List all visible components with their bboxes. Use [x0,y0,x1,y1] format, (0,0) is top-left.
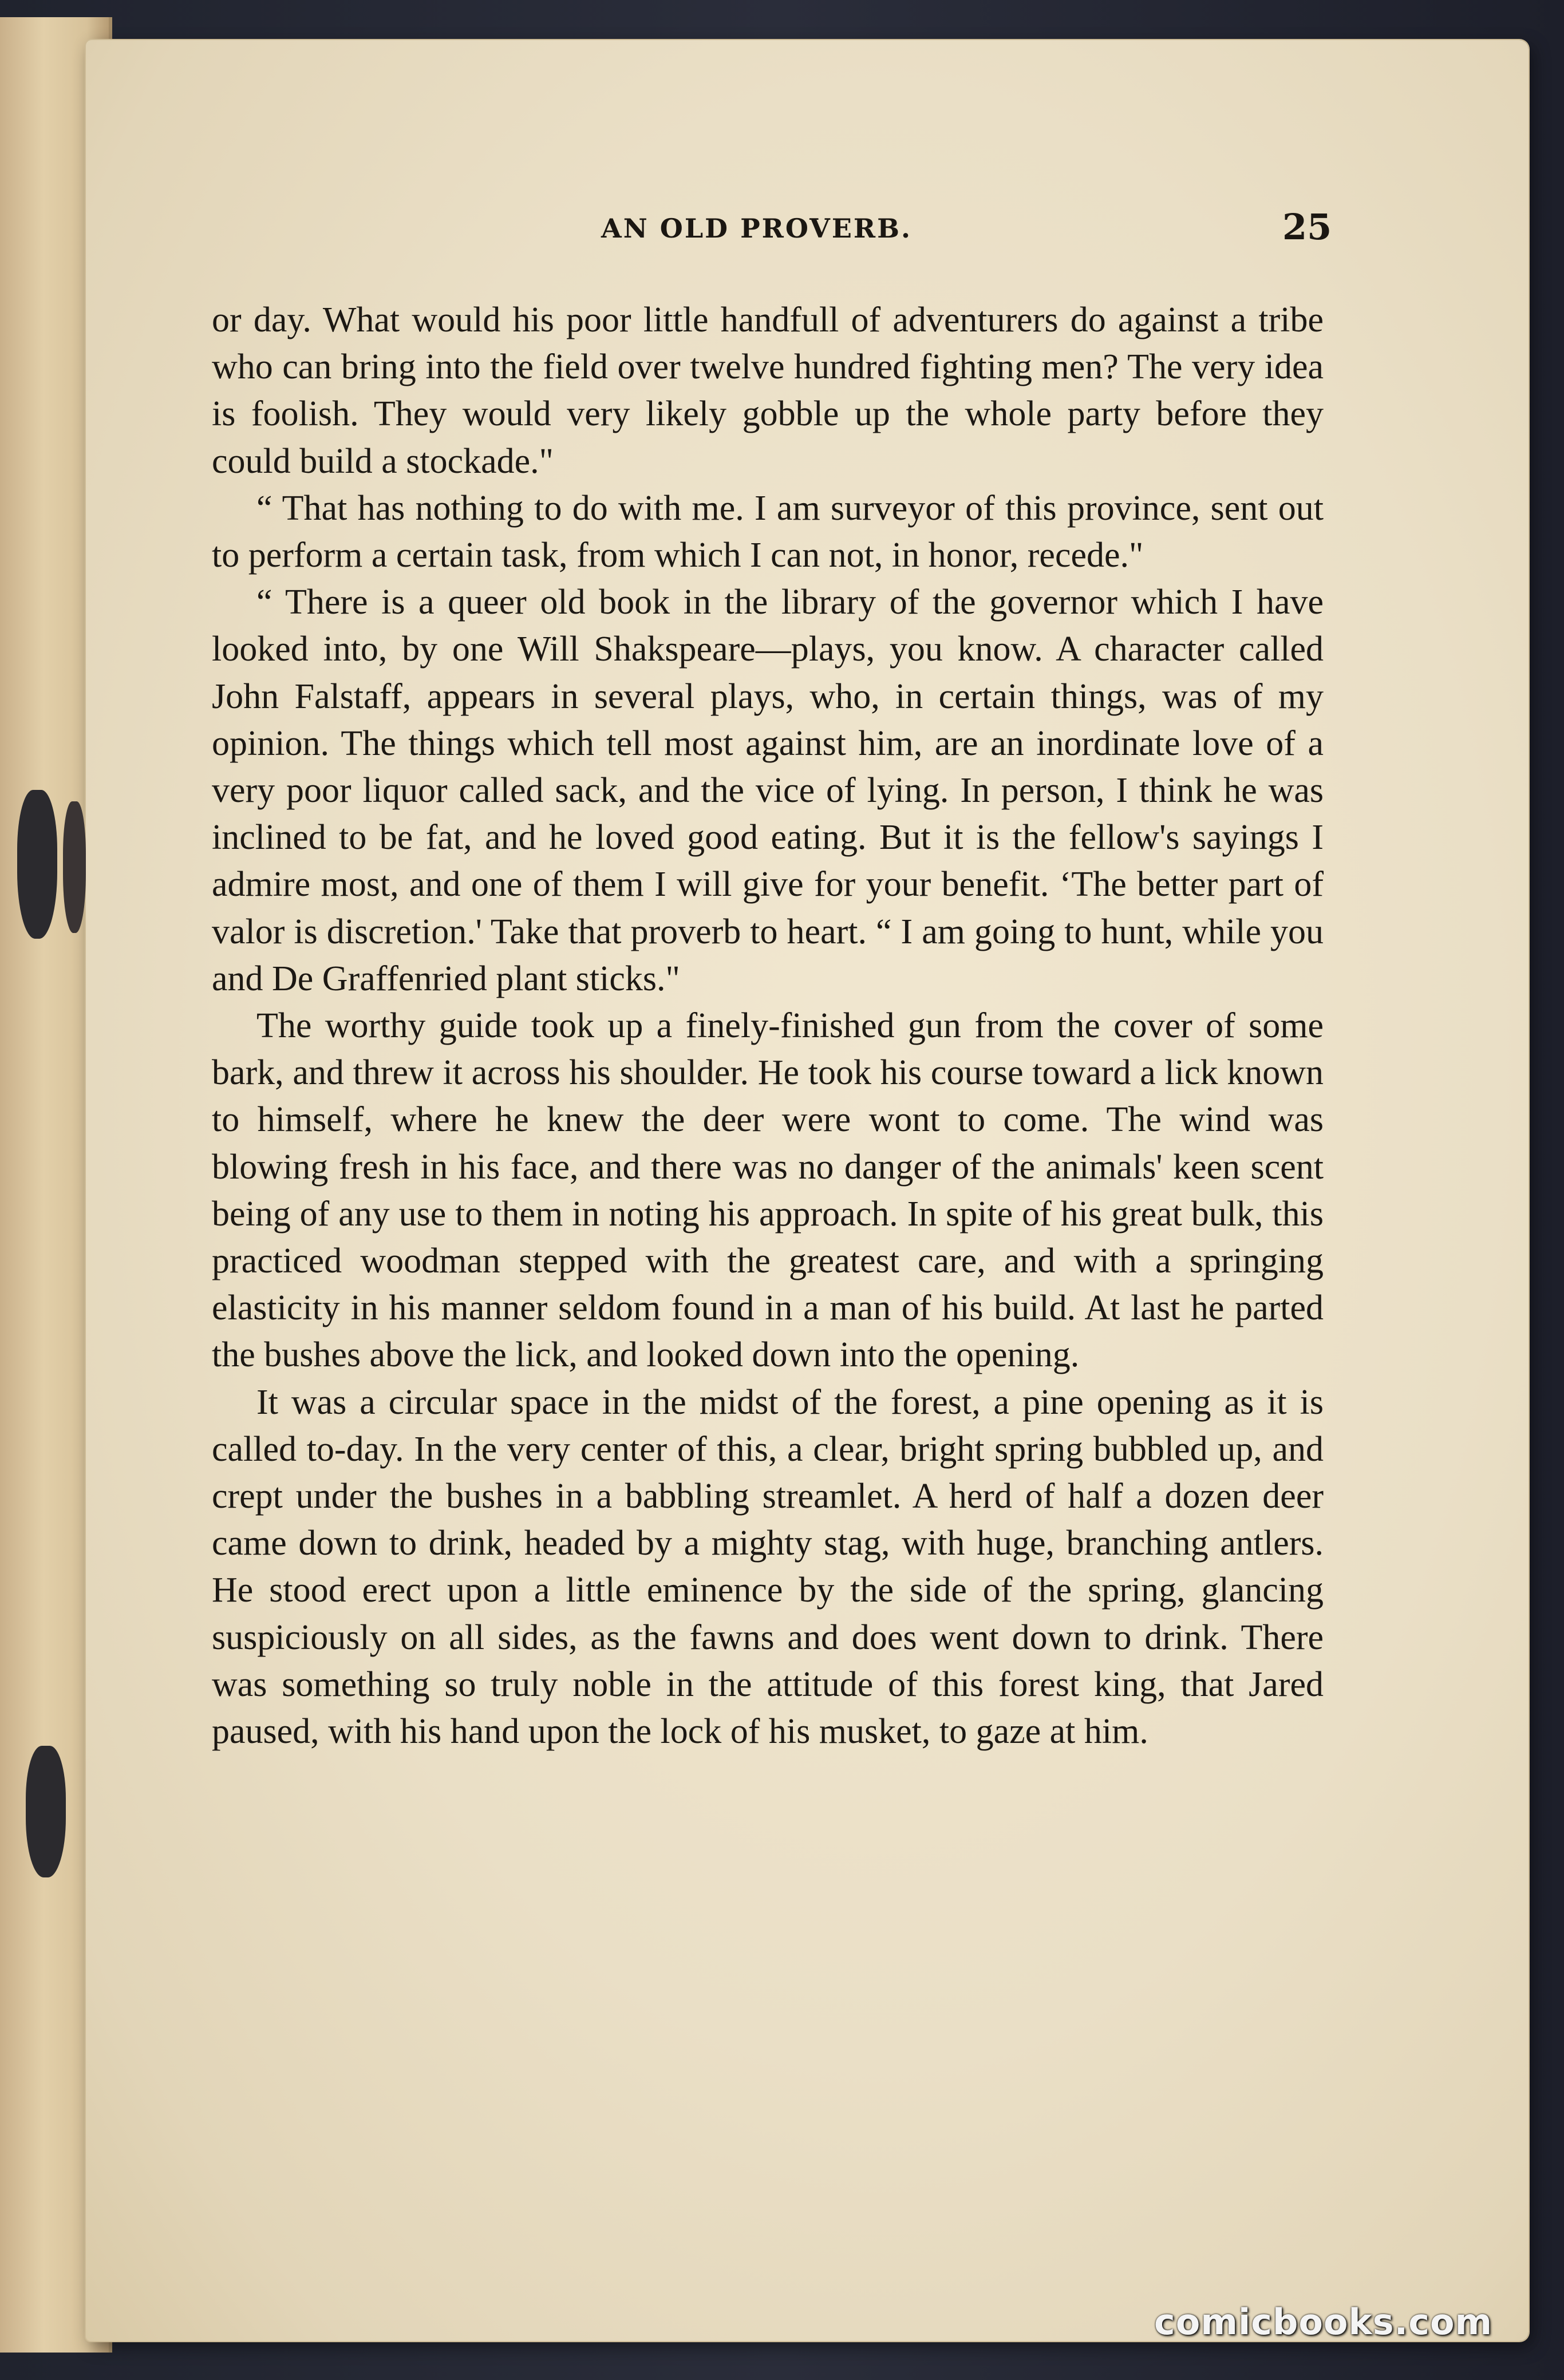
body-text [212,296,1324,1755]
book-page [86,40,1529,2341]
page-header [86,206,1529,252]
binding-hole-mark [63,801,86,933]
binding-hole-mark [26,1746,66,1877]
page-number: 25 [1282,206,1332,248]
paragraph: “ That has nothing to do with me. I am surveyor of this province, sent out to perform a certain task, from which I can not, in honor, recede." [212,488,1324,575]
running-head: AN OLD PROVERB. [601,213,913,244]
watermark: comicbooks.com [1154,2301,1493,2343]
binding-hole-mark [17,790,57,939]
paragraph: or day. What would his poor little handfull of adventurers do against a tribe who can bring into the field over twelve hundred fighting men? The very idea is foolish. They would very likely gobble up the whole party before they could build a stockade." [212,301,1324,481]
paragraph: It was a circular space in the midst of the forest, a pine opening as it is called to-day. In the very center of this, a clear, bright spring bubbled up, and crept under the bushes in a babbling streamlet. A herd of half a dozen deer came down to drink, headed by a mighty stag, with huge, branching antlers. He stood erect upon a little eminence by the side of the spring, glancing suspiciously on all sides, as the fawns and does went down to drink. There was something so truly noble in the attitude of this forest king, that Jared paused, with his hand upon the lock of his musket, to gaze at him. [212,1382,1324,1752]
paragraph: The worthy guide took up a finely-finished gun from the cover of some bark, and threw it across his shoulder. He took his course toward a lick known to himself, where he knew the deer were wont to come. The wind was blowing fresh in his face, and there was no danger of the animals' keen scent being of any use to them in noting his approach. In spite of his great bulk, this practiced woodman stepped with the greatest care, and with a springing elasticity in his manner seldom found in a man of his build. At last he parted the bushes above the lick, and looked down into the opening. [212,1006,1324,1375]
paragraph: “ There is a queer old book in the library of the governor which I have looked into, by one Will Shakspeare—plays, you know. A character called John Falstaff, appears in several plays, who, in certain things, was of my opinion. The things which tell most against him, are an inordinate love of a very poor liquor called sack, and the vice of lying. In person, I think he was inclined to be fat, and he loved good eating. But it is the fellow's sayings I admire most, and one of them I will give for your benefit. ‘The better part of valor is discretion.' Take that proverb to heart. “ I am going to hunt, while you and De Graffenried plant sticks." [212,583,1324,998]
